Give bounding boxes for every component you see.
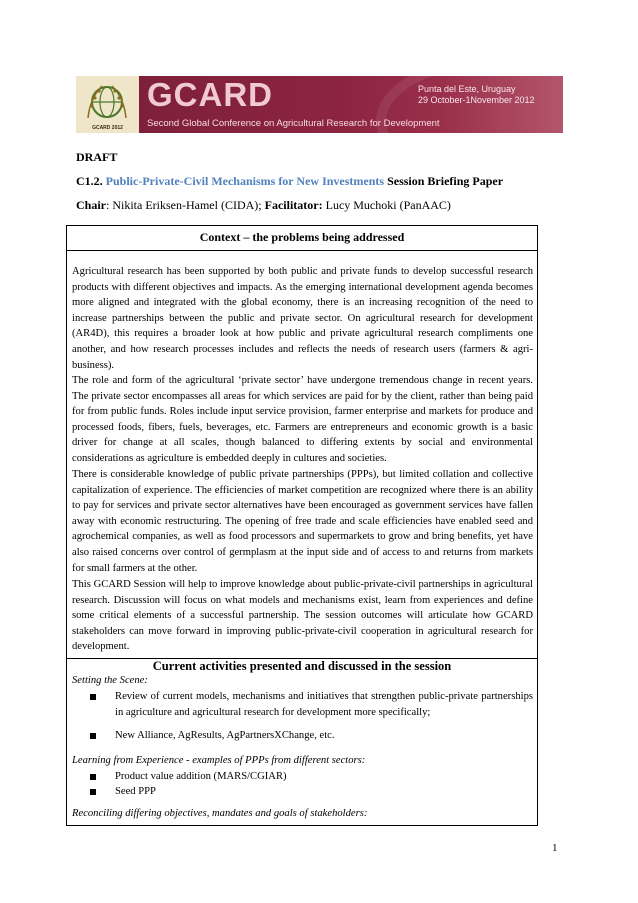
- list-item-text: New Alliance, AgResults, AgPartnersXChange, etc.: [115, 730, 335, 741]
- globe-wheat-icon: [80, 78, 135, 122]
- setting-label: Setting the Scene:: [72, 675, 148, 686]
- context-paragraph: There is considerable knowledge of public private partnerships (PPPs), but limited collation and collective capitalization of experience. The efficiencies of market competition are recognized where there is an ability to pay for services and private sector alternatives have been encouraged as government services have fallen away with economic restructuring. The opening of free trade and scale efficiencies have enabled seed and agrochemical companies, as well as food processors and supermarkets to grow and bring benefits, yet have also raised concerns over control of germplasm at the input side and of access to and returns from markets for small farmers at the other.: [72, 469, 533, 574]
- banner-subtitle: Second Global Conference on Agricultural Research for Development: [147, 118, 440, 129]
- logo-text: GCARD 2012: [92, 125, 123, 131]
- list-item: [90, 784, 533, 800]
- reconciling-label: Reconciling differing objectives, mandates and goals of stakeholders:: [72, 808, 368, 819]
- banner-dates: 29 October-1November 2012: [418, 94, 535, 105]
- bullet-icon: [90, 733, 96, 739]
- bullet-icon: [90, 774, 96, 780]
- chair-label: Chair: [76, 198, 106, 212]
- banner-title: GCARD: [147, 76, 273, 113]
- session-title-line: [76, 174, 503, 189]
- context-paragraph: This GCARD Session will help to improve knowledge about public-private-civil partnerships in agricultural research. Discussion will focus on what models and mechanisms exist, learn from experiences and define some critical elements of a successful partnership. The session outcomes will articulate how GCARD stakeholders can move forward in improving public-private-civil cooperation in agricultural research for development.: [72, 579, 533, 653]
- learning-label: Learning from Experience - examples of PPPs from different sectors:: [72, 755, 366, 766]
- list-item-text: Product value addition (MARS/CGIAR): [115, 771, 287, 782]
- facilitator-label: Facilitator:: [264, 198, 323, 212]
- draft-label: DRAFT: [76, 150, 118, 164]
- chair-facilitator-line: [76, 198, 451, 213]
- bullet-icon: [90, 789, 96, 795]
- banner-location-dates: [418, 84, 535, 105]
- list-item: [90, 769, 533, 785]
- title-suffix: Session Briefing Paper: [387, 174, 504, 188]
- activities-heading: Current activities presented and discussed in the session: [152, 659, 452, 673]
- session-code: C1.2.: [76, 174, 103, 188]
- gcard-logo: [76, 76, 139, 133]
- session-title: Public-Private-Civil Mechanisms for New Investments: [105, 174, 385, 188]
- bullet-icon: [90, 694, 96, 700]
- list-item-text: Review of current models, mechanisms and initiatives that strengthen public-private partnerships in agriculture and agricultural research for development more specifically;: [115, 691, 533, 718]
- context-paragraph: The role and form of the agricultural ‘private sector’ have undergone tremendous change in recent years. The private sector encompasses all areas for which services are paid for by the client, rather than being paid for from public funds. Roles include input service provision, farmer enterprise and markets for produce and processed foods, fibers, fuels, beverages, etc. Farmers are entrepreneurs and economic growth is a basic driver for change at all scales, though balanced to differing extents by social and environmental considerations as agriculture is embedded deeply in cultures and societies.: [72, 375, 533, 464]
- chair-name: : Nikita Eriksen-Hamel (CIDA);: [106, 198, 265, 212]
- list-item: [90, 689, 533, 720]
- list-item-text: Seed PPP: [115, 786, 156, 797]
- facilitator-name: Lucy Muchoki (PanAAC): [322, 198, 451, 212]
- banner-location: Punta del Este, Uruguay: [418, 84, 516, 94]
- context-paragraph: Agricultural research has been supported by both public and private funds to develop successful research products with different objectives and impacts. As the emerging international development agenda becomes more aligned and integrated with the global economy, there is an increasing recognition of the need to increase partnerships between the public and private sector. On agricultural research for development (AR4D), this requires a broader look at how public and private agricultural research compliments one another, and how research processes includes and reflects the needs of research users (farmers & agri-business).: [72, 266, 533, 371]
- page-number: 1: [552, 842, 558, 854]
- context-heading: Context – the problems being addressed: [199, 230, 405, 244]
- list-item: [90, 728, 533, 744]
- divider: [66, 250, 538, 251]
- conference-banner: [76, 76, 563, 133]
